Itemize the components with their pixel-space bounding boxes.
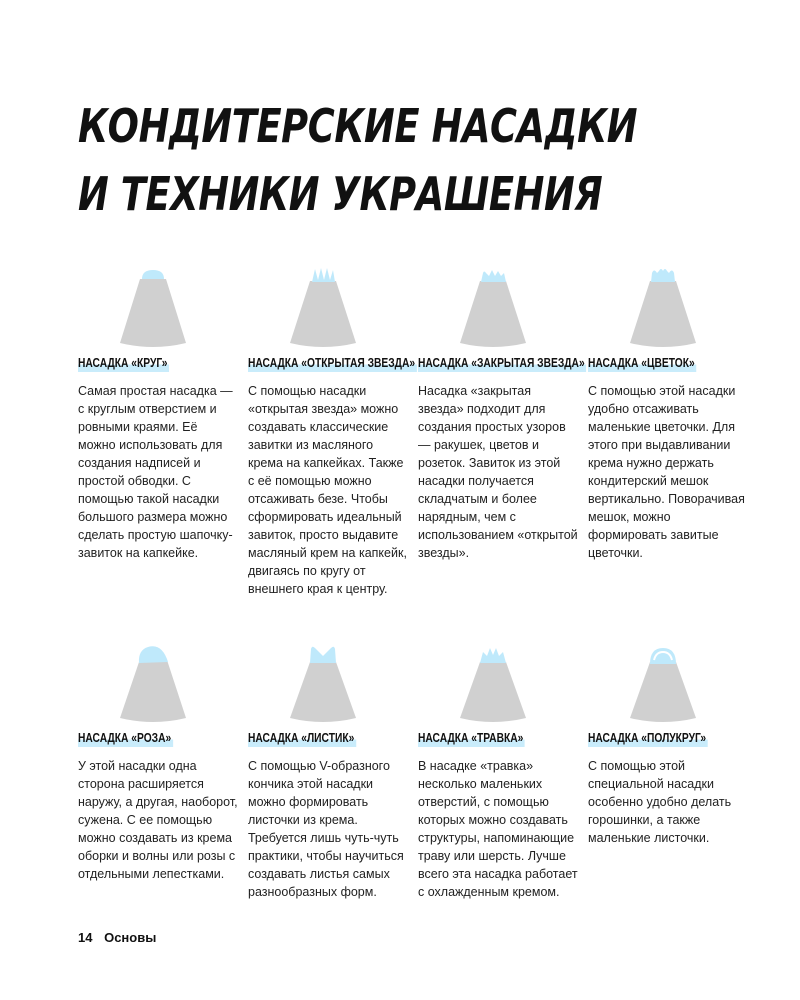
nozzle-title: НАСАДКА «ЦВЕТОК» xyxy=(588,356,695,370)
rose-nozzle-icon xyxy=(118,640,188,725)
nozzle-description: С помощью этой специальной насадки особенно удобно делать горошинки, а также маленькие листочки. xyxy=(588,759,732,845)
page-title-line-2: И ТЕХНИКИ УКРАШЕНИЯ xyxy=(78,167,603,221)
section-name: Основы xyxy=(104,930,157,945)
page-title-line-1: КОНДИТЕРСКИЕ НАСАДКИ xyxy=(78,99,638,153)
nozzle-title: НАСАДКА «РОЗА» xyxy=(78,731,172,745)
nozzle-description: В насадке «травка» несколько маленьких отверстий, с помощью которых можно создавать структуры, напоминающие траву или шерсть. Лучше всего эта насадка работает с охлажденным кремом. xyxy=(418,759,578,899)
closed-star-nozzle-icon xyxy=(458,265,528,350)
nozzle-description: С помощью насадки «открытая звезда» можно создавать классические завитки из масляного крема на капкейках. Также с её помощью можно отсаживать безе. Чтобы сформировать идеальный завиток, просто выдавите масляный крем на капкейк, двигаясь по кругу от внешнего края к центру. xyxy=(248,384,407,596)
nozzle-description: С помощью этой насадки удобно отсаживать маленькие цветочки. Для этого при выдавливании крема нужно держать кондитерский мешок вертикально. Поворачивая мешок, можно формировать завитые цветочки. xyxy=(588,384,745,560)
grass-nozzle-icon xyxy=(458,640,528,725)
leaf-nozzle-icon xyxy=(288,640,358,725)
nozzle-description: Насадка «закрытая звезда» подходит для создания простых узоров — ракушек, цветов и розеток. Завиток из этой насадки получается складчатым и более нарядным, чем с использованием «открытой звезды». xyxy=(418,384,578,560)
nozzle-title: НАСАДКА «ЗАКРЫТАЯ ЗВЕЗДА» xyxy=(418,356,585,370)
nozzle-title: НАСАДКА «ПОЛУКРУГ» xyxy=(588,731,707,745)
flower-nozzle-icon xyxy=(628,265,698,350)
page-title xyxy=(78,92,637,228)
nozzle-description: У этой насадки одна сторона расширяется наружу, а другая, наоборот, сужена. С ее помощью можно создавать из крема оборки и волны или розы с отдельными лепестками. xyxy=(78,759,238,881)
nozzle-description: С помощью V-образного кончика этой насадки можно формировать листочки из крема. Требуется лишь чуть-чуть практики, чтобы научиться создавать листья самых разнообразных форм. xyxy=(248,759,404,899)
nozzle-title: НАСАДКА «ТРАВКА» xyxy=(418,731,524,745)
page-footer xyxy=(78,930,156,945)
nozzle-title: НАСАДКА «ОТКРЫТАЯ ЗВЕЗДА» xyxy=(248,356,416,370)
round-nozzle-icon xyxy=(118,265,188,350)
semicircle-nozzle-icon xyxy=(628,640,698,725)
page-number: 14 xyxy=(78,930,93,945)
nozzle-title: НАСАДКА «ЛИСТИК» xyxy=(248,731,355,745)
open-star-nozzle-icon xyxy=(288,265,358,350)
nozzle-title: НАСАДКА «КРУГ» xyxy=(78,356,168,370)
nozzle-description: Самая простая насадка — с круглым отверстием и ровными краями. Её можно использовать для создания надписей и простой обводки. С помощью такой насадки большого размера можно сделать простую шапочку-завиток на капкейке. xyxy=(78,384,233,560)
